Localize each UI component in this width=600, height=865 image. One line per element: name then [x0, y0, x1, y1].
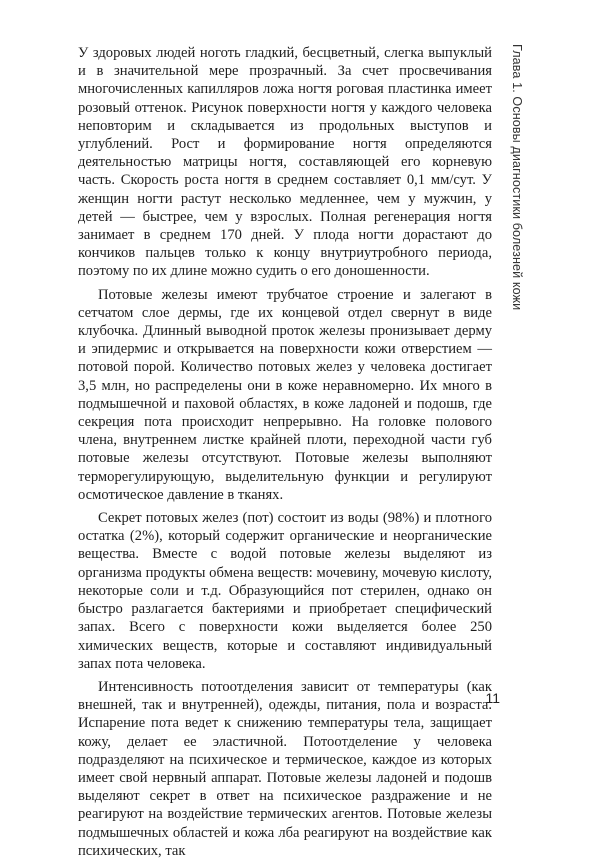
paragraph-nails: У здоровых людей ноготь гладкий, бесцветный, слегка выпуклый и в значительной мере прозрачный. За счет просвечивания многочисленных капилляров ложа ногтя роговая пластинка имеет розовый оттенок. Рисунок поверхности ногтя у каждого человека неповторим и складывается из продольных выступов и углублений. Рост и формирование ногтя определяются деятельностью матрицы ногтя, составляющей его корневую часть. Скорость роста ногтя в среднем составляет 0,1 мм/сут. У женщин ногти растут несколько медленнее, чем у мужчин, у детей — быстрее, чем у взрослых. Полная регенерация ногтя занимает в среднем 170 дней. У плода ногти дорастают до кончиков пальцев только к концу внутриутробного периода, поэтому по их длине можно судить о его доношенности.	[78, 45, 492, 280]
body-text	[78, 44, 492, 865]
paragraph-sweating-intensity: Интенсивность потоотделения зависит от температуры (как внешней, так и внутренней), одежды, питания, пола и возраста. Испарение пота ведет к снижению температуры тела, защищает кожу, делает ее эластичной. Потоотделение у человека подразделяют на психическое и термическое, каждое из которых имеет свой нервный аппарат. Потовые железы ладоней и подошв выделяют секрет в ответ на психическое раздражение и не реагируют на воздействие термических агентов. Потовые железы подмышечных областей и кожа лба реагируют на воздействие как психических, так	[78, 678, 492, 859]
running-header: Глава 1. Основы диагностики болезней кожи	[510, 44, 524, 311]
paragraph-sweat-composition: Секрет потовых желез (пот) состоит из воды (98%) и плотного остатка (2%), который содержит органические и неорганические вещества. Вместе с водой потовые железы выделяют из организма продукты обмена веществ: мочевину, мочевую кислоту, некоторые соли и т.д. Образующийся пот стерилен, однако он быстро разлагается бактериями и приобретает специфический запах. Всего с поверхности кожи выделяется более 250 химических веществ, которые и составляют индивидуальный запах пота человека.	[78, 510, 492, 672]
page-number: 11	[485, 690, 500, 706]
paragraph-sweat-glands: Потовые железы имеют трубчатое строение и залегают в сетчатом слое дермы, где их концевой отдел свернут в виде клубочка. Длинный выводной проток железы пронизывает дерму и эпидермис и открывается на поверхности кожи отверстием — потовой порой. Количество потовых желез у человека достигает 3,5 млн, но распределены они в коже неравномерно. Их много в подмышечной и паховой областях, в коже ладоней и подошв, где секреция пота происходит непрерывно. На головке полового члена, внутреннем листке крайней плоти, переходной части губ потовые железы отсутствуют. Потовые железы выполняют терморегулирующую, выделительную функции и регулируют осмотическое давление в тканях.	[78, 286, 492, 503]
